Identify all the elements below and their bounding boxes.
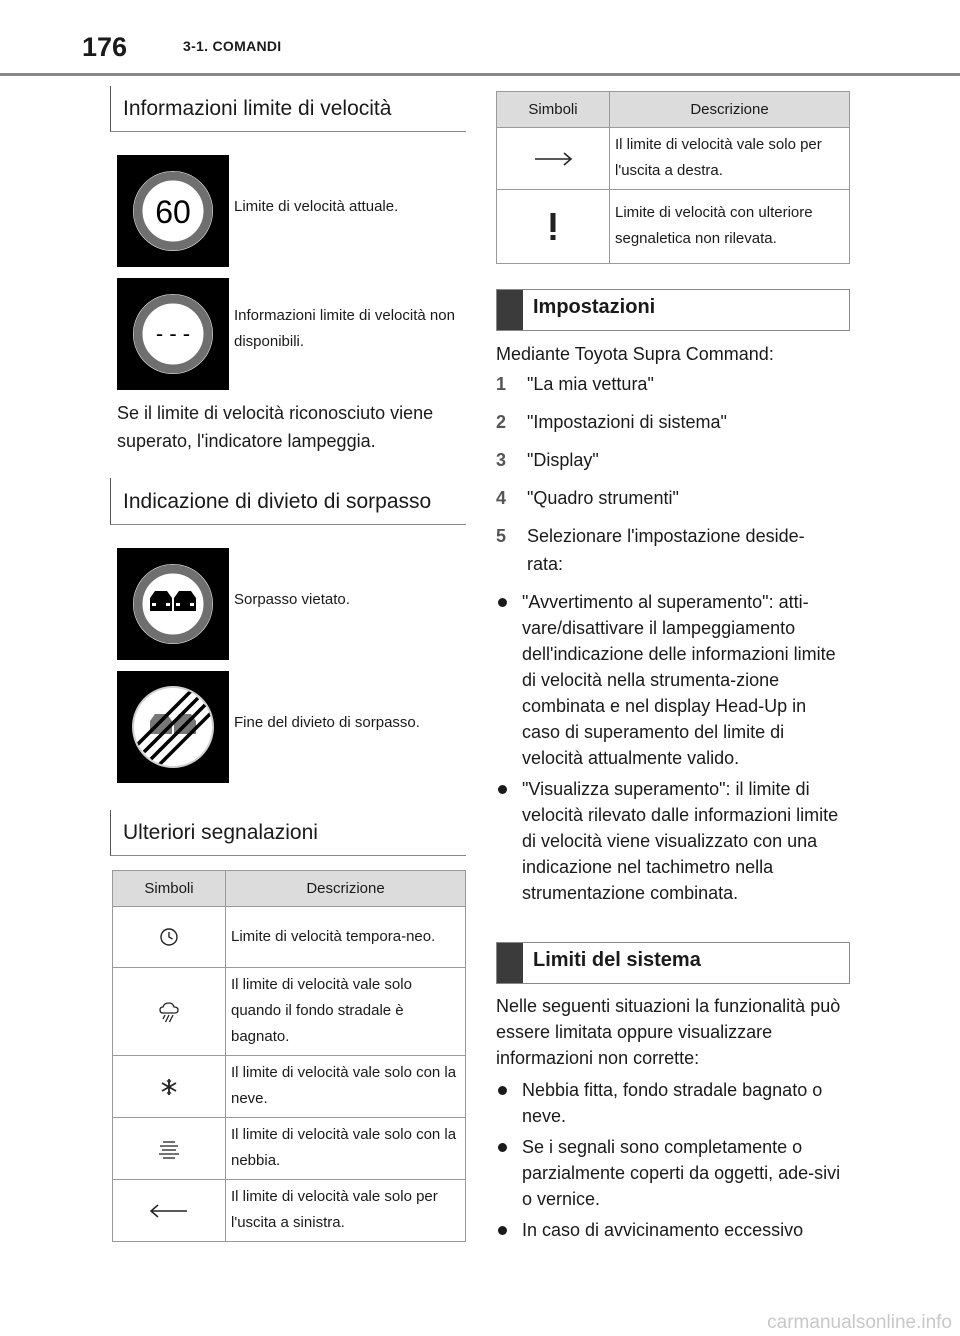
limits-intro: Nelle seguenti situazioni la funzionalità può essere limitata oppure visualizzare informazioni non corrette:	[496, 996, 841, 1068]
settings-bullets	[496, 589, 846, 911]
bullet-text: Nebbia fitta, fondo stradale bagnato o neve.	[522, 1080, 823, 1126]
step-number: 5	[496, 526, 507, 546]
speed-limit-60-sign-icon	[117, 155, 229, 267]
bullet-text: "Avvertimento al superamento": atti-vare/disattivare il lampeggiamento dell'indicazione delle informazioni limite di velocità nella strumenta-zione combinata e nel display Head-Up in caso di superamento del limite di velocità attualmente valido.	[522, 592, 836, 768]
list-item	[496, 776, 846, 906]
symbol-cell	[497, 190, 610, 264]
system-limits-heading	[496, 942, 850, 984]
table-row	[113, 907, 466, 968]
sign-60-label: 60	[155, 194, 191, 230]
snowflake-icon	[160, 1078, 178, 1096]
sign-description: Informazioni limite di velocità non disponibili.	[234, 307, 455, 350]
heading-bar	[497, 290, 523, 330]
symbol-cell	[113, 1056, 226, 1118]
bullet-text: "Visualizza superamento": il limite di velocità rilevato dalle informazioni limite di velocità viene visualizzato con una indicazione nel tachimetro nella strumentazione combinata.	[522, 779, 839, 903]
page-header	[0, 0, 960, 76]
bullet-dot	[498, 1143, 507, 1152]
table-row	[497, 190, 850, 264]
bullet-text: In caso di avvicinamento eccessivo	[522, 1220, 804, 1240]
other-signals-heading: Ulteriori segnalazioni	[110, 810, 466, 856]
sign-row-speed-60	[117, 155, 465, 267]
table-row	[497, 128, 850, 190]
table-header-row	[497, 92, 850, 128]
step-number: 2	[496, 412, 507, 432]
sign-row-no-overtaking	[117, 548, 465, 660]
step-text: "Display"	[527, 450, 599, 470]
clock-icon	[158, 926, 180, 948]
step-item	[496, 408, 856, 436]
limits-bullets	[496, 1077, 846, 1248]
symbol-cell	[113, 907, 226, 968]
heading-bar	[497, 943, 523, 983]
signals-table-left	[112, 870, 466, 1242]
symbol-cell	[497, 128, 610, 190]
step-text: "Impostazioni di sistema"	[527, 412, 727, 432]
sign-row-speed-unavailable	[117, 278, 465, 390]
settings-steps	[496, 370, 856, 588]
end-no-overtaking-sign-icon	[117, 671, 229, 783]
sign-description: Fine del divieto di sorpasso.	[234, 714, 420, 731]
step-item	[496, 370, 856, 398]
list-item	[496, 1134, 846, 1212]
no-overtaking-sign-icon	[117, 548, 229, 660]
description-cell: Il limite di velocità vale solo per l'uscita a destra.	[610, 128, 850, 190]
sign-description: Sorpasso vietato.	[234, 591, 350, 608]
bullet-dot	[498, 1086, 507, 1095]
table-row	[113, 1056, 466, 1118]
speed-paragraph: Se il limite di velocità riconosciuto viene superato, l'indicatore lampeggia.	[117, 403, 434, 451]
rain-cloud-icon	[158, 1000, 180, 1024]
arrow-left-icon	[149, 1203, 189, 1219]
table-header-row	[113, 871, 466, 907]
symbol-cell	[113, 1118, 226, 1180]
system-limits-heading-label: Limiti del sistema	[533, 949, 701, 971]
symbol-cell	[113, 968, 226, 1056]
symbol-cell	[113, 1180, 226, 1242]
list-item	[496, 1077, 846, 1129]
settings-heading-label: Impostazioni	[533, 296, 656, 318]
step-number: 3	[496, 450, 507, 470]
step-item	[496, 522, 832, 578]
step-item	[496, 446, 856, 474]
fog-icon	[157, 1139, 181, 1159]
description-cell: Il limite di velocità vale solo con la nebbia.	[226, 1118, 466, 1180]
col-description-header: Descrizione	[610, 92, 850, 128]
settings-heading	[496, 289, 850, 331]
overtake-heading: Indicazione di divieto di sorpasso	[110, 478, 466, 525]
description-cell: Il limite di velocità vale solo quando il fondo stradale è bagnato.	[226, 968, 466, 1056]
page-number: 176	[82, 32, 128, 62]
step-text: Selezionare l'impostazione deside-rata:	[527, 526, 805, 574]
col-symbol-header: Simboli	[497, 92, 610, 128]
header-rule	[0, 73, 960, 76]
col-description-header: Descrizione	[226, 871, 466, 907]
col-symbol-header: Simboli	[113, 871, 226, 907]
watermark-text: carmanualsonline.info	[767, 1312, 952, 1333]
settings-intro: Mediante Toyota Supra Command:	[496, 344, 774, 364]
exclamation-icon	[548, 213, 558, 241]
table-row	[113, 968, 466, 1056]
step-text: "Quadro strumenti"	[527, 488, 679, 508]
step-text: "La mia vettura"	[527, 374, 654, 394]
sign-row-end-no-overtaking	[117, 671, 465, 783]
step-item	[496, 484, 856, 512]
bullet-dot	[498, 1226, 507, 1235]
table-row	[113, 1118, 466, 1180]
description-cell: Limite di velocità con ulteriore segnaletica non rilevata.	[610, 190, 850, 264]
speed-info-heading: Informazioni limite di velocità	[110, 86, 466, 132]
bullet-text: Se i segnali sono completamente o parzialmente coperti da oggetti, ade-sivi o vernice.	[522, 1137, 841, 1209]
sign-description: Limite di velocità attuale.	[234, 198, 399, 215]
table-row	[113, 1180, 466, 1242]
description-cell: Il limite di velocità vale solo con la neve.	[226, 1056, 466, 1118]
list-item	[496, 589, 846, 771]
bullet-dot	[498, 785, 507, 794]
speed-info-unavailable-sign-icon	[117, 278, 229, 390]
signals-table-right	[496, 91, 850, 264]
description-cell: Limite di velocità tempora-neo.	[226, 907, 466, 968]
step-number: 1	[496, 374, 507, 394]
chapter-title: 3-1. COMANDI	[183, 38, 282, 54]
description-cell: Il limite di velocità vale solo per l'uscita a sinistra.	[226, 1180, 466, 1242]
step-number: 4	[496, 488, 507, 508]
bullet-dot	[498, 598, 507, 607]
sign-unavailable-label: - - -	[155, 321, 191, 346]
list-item	[496, 1217, 846, 1243]
arrow-right-icon	[533, 151, 573, 167]
